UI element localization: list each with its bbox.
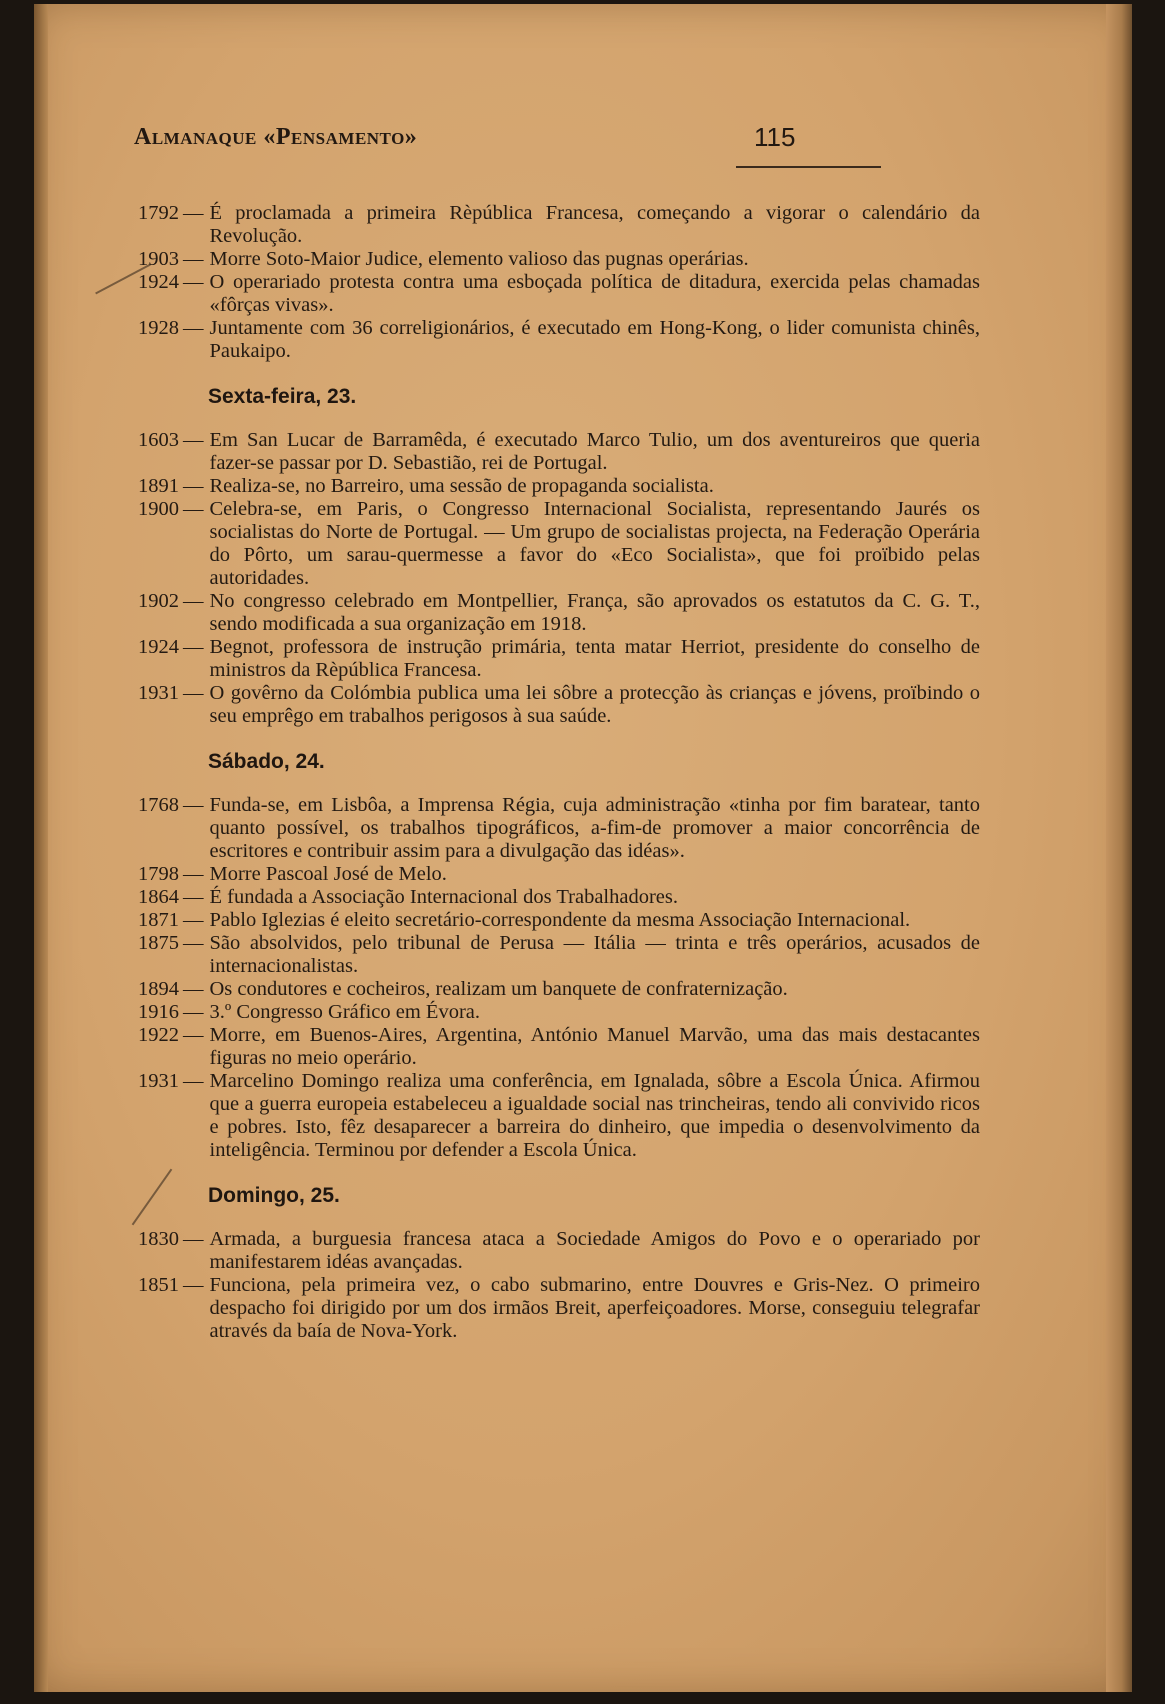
- entry-text: Armada, a burguesia francesa ataca a Sociedade Amigos do Povo e o operariado por manifestarem idéas avançadas.: [209, 1228, 980, 1273]
- entry-year: 1603: [138, 429, 179, 451]
- entry-dash: —: [183, 886, 204, 908]
- entry-year: 1894: [138, 978, 179, 1000]
- entry-year: 1922: [138, 1024, 179, 1046]
- chronology-entry: [138, 636, 980, 682]
- chronology-entry: [138, 317, 980, 363]
- entry-text: Marcelino Domingo realiza uma conferência, em Ignalada, sôbre a Escola Única. Afirmou que a guerra europeia estabeleceu a igualdade social nas trincheiras, tendo ali convivido ricos e pobres. Isto, fêz desaparecer a barreira do dinheiro, que impedia o desenvolvimento da inteligência. Terminou por defender a Escola Única.: [209, 1070, 980, 1161]
- entry-dash: —: [183, 317, 204, 339]
- article-body: [138, 202, 980, 1343]
- entry-text: Funciona, pela primeira vez, o cabo submarino, entre Douvres e Gris-Nez. O primeiro despacho foi dirigido por um dos irmãos Breit, aperfeiçoadores. Morse, conseguiu telegrafar através da baía de Nova-York.: [209, 1274, 980, 1342]
- page-header: [134, 124, 924, 164]
- entry-year: 1768: [138, 794, 179, 816]
- entry-dash: —: [183, 682, 204, 704]
- entry-text: Os condutores e cocheiros, realizam um banquete de confraternização.: [209, 978, 788, 1000]
- entry-text: Celebra-se, em Paris, o Congresso Internacional Socialista, representando Jaurés os socialistas do Norte de Portugal. — Um grupo de socialistas projecta, na Federação Operária do Pôrto, um sarau-quermesse a favor do «Eco Socialista», que foi proïbido pelas autoridades.: [209, 498, 980, 589]
- day-heading: Domingo, 25.: [208, 1184, 340, 1207]
- entry-text: 3.º Congresso Gráfico em Évora.: [209, 1001, 481, 1023]
- chronology-entry: [138, 202, 980, 248]
- entry-text: É fundada a Associação Internacional dos Trabalhadores.: [209, 886, 679, 908]
- entry-dash: —: [183, 202, 204, 224]
- chronology-entry: [138, 1274, 980, 1343]
- entry-year: 1903: [138, 248, 179, 270]
- entry-year: 1900: [138, 498, 179, 520]
- chronology-entry: [138, 590, 980, 636]
- chronology-entry: [138, 863, 980, 886]
- entry-dash: —: [183, 475, 204, 497]
- chronology-entry: [138, 909, 980, 932]
- entry-dash: —: [183, 271, 204, 293]
- chronology-entry: [138, 682, 980, 728]
- entry-dash: —: [183, 1274, 204, 1296]
- entry-text: Morre, em Buenos-Aires, Argentina, António Manuel Marvão, uma das mais destacantes figuras no meio operário.: [209, 1024, 980, 1069]
- entry-dash: —: [183, 1001, 204, 1023]
- entry-year: 1931: [138, 1070, 179, 1092]
- entry-dash: —: [183, 498, 204, 520]
- entry-year: 1864: [138, 886, 179, 908]
- chronology-entry: [138, 1070, 980, 1162]
- chronology-entry: [138, 1001, 980, 1024]
- entry-text: Morre Soto-Maior Judice, elemento valioso das pugnas operárias.: [209, 248, 749, 270]
- entry-year: 1924: [138, 636, 179, 658]
- chronology-entry: [138, 429, 980, 475]
- entry-text: Realiza-se, no Barreiro, uma sessão de propaganda socialista.: [209, 475, 714, 497]
- entry-year: 1792: [138, 202, 179, 224]
- chronology-entry: [138, 1228, 980, 1274]
- entry-dash: —: [183, 429, 204, 451]
- chronology-entry: [138, 886, 980, 909]
- running-title: Almanaque «Pensamento»: [134, 124, 418, 150]
- chronology-entry: [138, 248, 980, 271]
- entry-text: Funda-se, em Lisbôa, a Imprensa Régia, cuja administração «tinha por fim baratear, tanto quanto possível, os trabalhos tipográficos, a-fim-de promover a maior concorrência de escritores e contribuir assim para a divulgação das idéas».: [209, 794, 980, 862]
- entry-dash: —: [183, 636, 204, 658]
- entry-text: São absolvidos, pelo tribunal de Perusa — Itália — trinta e três operários, acusados de internacionalistas.: [209, 932, 980, 977]
- entry-dash: —: [183, 909, 204, 931]
- entry-year: 1830: [138, 1228, 179, 1250]
- chronology-entry: [138, 978, 980, 1001]
- entry-dash: —: [183, 1070, 204, 1092]
- chronology-entry: [138, 475, 980, 498]
- day-heading: Sexta-feira, 23.: [208, 385, 357, 408]
- page-binding: [34, 4, 48, 1692]
- header-rule: [736, 166, 881, 168]
- entry-dash: —: [183, 590, 204, 612]
- entry-year: 1928: [138, 317, 179, 339]
- entry-dash: —: [183, 932, 204, 954]
- entry-dash: —: [183, 1024, 204, 1046]
- entry-year: 1916: [138, 1001, 179, 1023]
- entry-year: 1851: [138, 1274, 179, 1296]
- entry-text: O govêrno da Colómbia publica uma lei sôbre a protecção às crianças e jóvens, proïbindo o seu emprêgo em trabalhos perigosos à sua saúde.: [209, 682, 980, 727]
- entry-year: 1931: [138, 682, 179, 704]
- page-edge: [1106, 4, 1132, 1692]
- entry-text: O operariado protesta contra uma esboçada política de ditadura, exercida pelas chamadas «fôrças vivas».: [209, 271, 980, 316]
- entry-text: Morre Pascoal José de Melo.: [209, 863, 447, 885]
- day-heading: Sábado, 24.: [208, 750, 325, 773]
- entry-year: 1891: [138, 475, 179, 497]
- entry-year: 1875: [138, 932, 179, 954]
- chronology-entry: [138, 271, 980, 317]
- entry-text: Pablo Iglezias é eleito secretário-correspondente da mesma Associação Internacional.: [209, 909, 911, 931]
- entry-dash: —: [183, 794, 204, 816]
- chronology-entry: [138, 1024, 980, 1070]
- entry-text: Begnot, professora de instrução primária, tenta matar Herriot, presidente do conselho de ministros da Rèpública Francesa.: [209, 636, 980, 681]
- chronology-entry: [138, 932, 980, 978]
- entry-dash: —: [183, 978, 204, 1000]
- entry-text: É proclamada a primeira Rèpública Francesa, começando a vigorar o calendário da Revolução.: [209, 202, 980, 247]
- entry-dash: —: [183, 863, 204, 885]
- entry-year: 1902: [138, 590, 179, 612]
- chronology-entry: [138, 794, 980, 863]
- entry-text: Juntamente com 36 correligionários, é executado em Hong-Kong, o lider comunista chinês, Paukaipo.: [209, 317, 980, 362]
- page-number: 115: [754, 122, 796, 152]
- entry-year: 1924: [138, 271, 179, 293]
- entry-text: No congresso celebrado em Montpellier, França, são aprovados os estatutos da C. G. T., sendo modificada a sua organização em 1918.: [209, 590, 980, 635]
- entry-year: 1871: [138, 909, 179, 931]
- entry-dash: —: [183, 1228, 204, 1250]
- entry-dash: —: [183, 248, 204, 270]
- chronology-entry: [138, 498, 980, 590]
- entry-text: Em San Lucar de Barramêda, é executado Marco Tulio, um dos aventureiros que queria fazer-se passar por D. Sebastião, rei de Portugal.: [209, 429, 980, 474]
- entry-year: 1798: [138, 863, 179, 885]
